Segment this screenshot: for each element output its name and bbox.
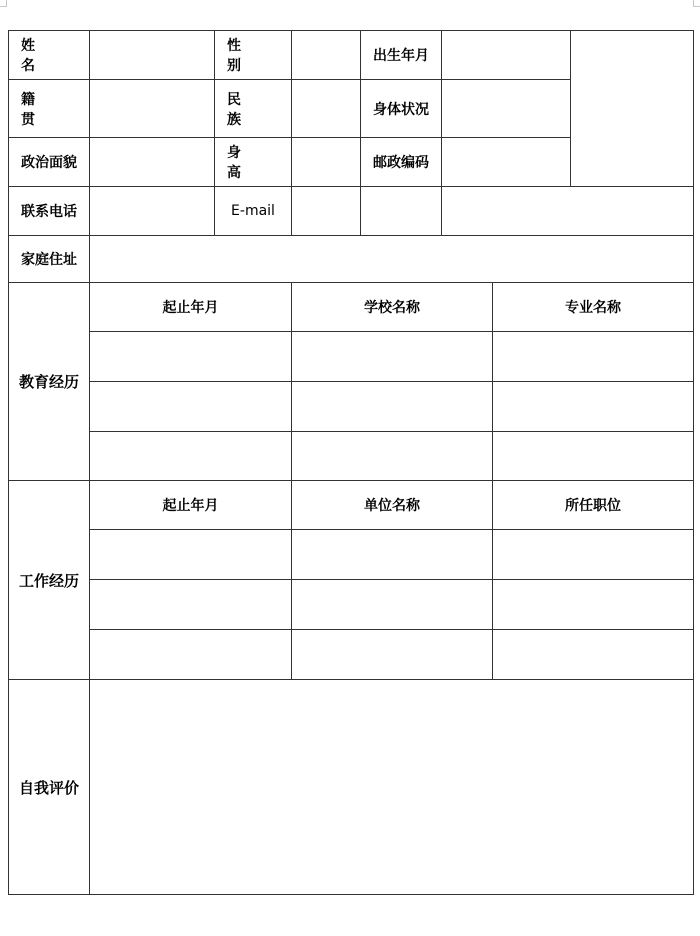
education-row-1-school[interactable] [291,331,493,382]
education-row-2-school[interactable] [291,381,493,432]
work-col-position: 所任职位 [492,480,694,530]
work-col-company: 单位名称 [291,480,493,530]
work-row-1-period[interactable] [89,529,292,580]
education-col-school: 学校名称 [291,282,493,332]
education-row-1-period[interactable] [89,331,292,382]
work-row-3-company[interactable] [291,629,493,680]
native-place-label: 籍 贯 [8,79,90,138]
birth-field[interactable] [441,30,571,80]
self-eval-field[interactable] [89,679,694,895]
height-label: 身 高 [214,137,292,187]
education-row-3-period[interactable] [89,431,292,481]
self-eval-label: 自我评价 [8,679,90,895]
health-label: 身体状况 [360,79,442,138]
birth-label: 出生年月 [360,30,442,80]
health-field[interactable] [441,79,571,138]
email-field-wide[interactable] [441,186,694,236]
work-row-2-company[interactable] [291,579,493,630]
political-field[interactable] [89,137,215,187]
postal-code-label: 邮政编码 [360,137,442,187]
gender-field[interactable] [291,30,361,80]
work-row-3-period[interactable] [89,629,292,680]
phone-label: 联系电话 [8,186,90,236]
political-label: 政治面貌 [8,137,90,187]
work-row-2-position[interactable] [492,579,694,630]
ethnicity-label: 民 族 [214,79,292,138]
native-place-field[interactable] [89,79,215,138]
education-row-3-major[interactable] [492,431,694,481]
address-field[interactable] [89,235,694,283]
email-field-extra[interactable] [360,186,442,236]
postal-code-field[interactable] [441,137,571,187]
name-label: 姓 名 [8,30,90,80]
work-section-label: 工作经历 [8,480,90,680]
education-row-2-period[interactable] [89,381,292,432]
education-col-period: 起止年月 [89,282,292,332]
education-row-2-major[interactable] [492,381,694,432]
work-row-2-period[interactable] [89,579,292,630]
phone-field[interactable] [89,186,215,236]
ethnicity-field[interactable] [291,79,361,138]
education-row-1-major[interactable] [492,331,694,382]
name-field[interactable] [89,30,215,80]
work-row-1-position[interactable] [492,529,694,580]
education-col-major: 专业名称 [492,282,694,332]
email-field[interactable] [291,186,361,236]
education-row-3-school[interactable] [291,431,493,481]
email-label: E-mail [214,186,292,236]
work-row-1-company[interactable] [291,529,493,580]
height-field[interactable] [291,137,361,187]
address-label: 家庭住址 [8,235,90,283]
work-row-3-position[interactable] [492,629,694,680]
photo-box[interactable] [570,30,694,187]
gender-label: 性 别 [214,30,292,80]
work-col-period: 起止年月 [89,480,292,530]
education-section-label: 教育经历 [8,282,90,481]
